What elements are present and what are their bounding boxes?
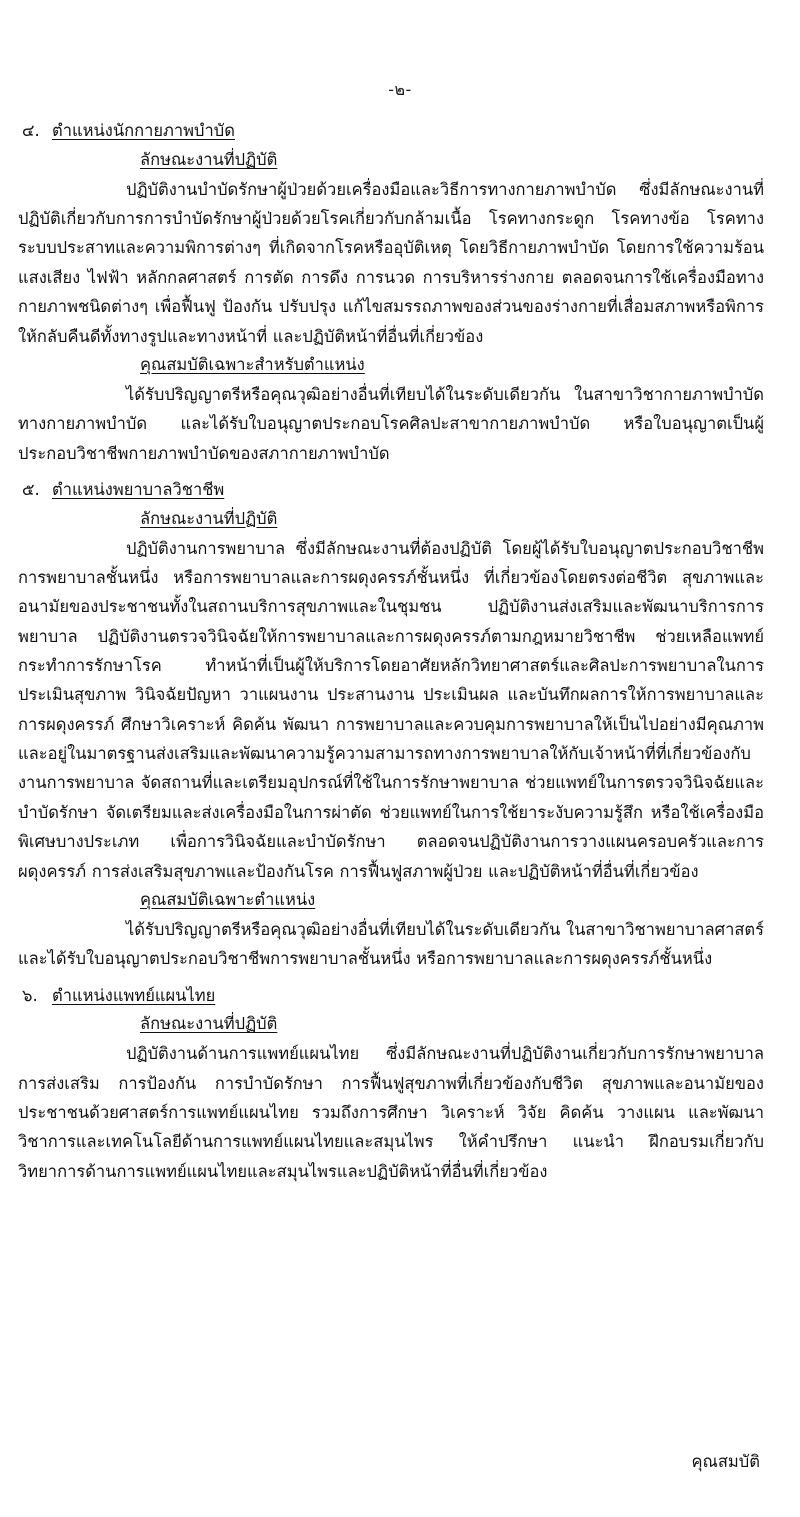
section-5-title: ตำแหน่งพยาบาลวิชาชีพ xyxy=(52,479,225,499)
section-6-title: ตำแหน่งแพทย์แผนไทย xyxy=(52,985,216,1005)
section-4-number: ๔. xyxy=(22,121,40,140)
section-5-heading xyxy=(18,476,764,505)
section-6-duties-paragraph: ปฏิบัติงานด้านการแพทย์แผนไทย ซึ่งมีลักษณะงานที่ปฏิบัติงานเกี่ยวกับการรักษาพยาบาล การส่งเสริม การป้องกัน การบำบัดรักษา การฟื้นฟูสุขภาพที่เกี่ยวข้องกับชีวิต สุขภาพและอนามัยของประชาชนด้วยศาสตร์การแพทย์แผนไทย รวมถึงการศึกษา วิเคราะห์ วิจัย คิดค้น วางแผน และพัฒนาวิชาการและเทคโนโลยีด้านการแพทย์แผนไทยและสมุนไพร ให้คำปรึกษา แนะนำ ฝึกอบรมเกี่ยวกับวิทยาการด้านการแพทย์แผนไทยและสมุนไพรและปฏิบัติหน้าที่อื่นที่เกี่ยวข้อง xyxy=(18,1044,764,1181)
section-4-qualifications-paragraph: ได้รับปริญญาตรีหรือคุณวุฒิอย่างอื่นที่เทียบได้ในระดับเดียวกัน ในสาขาวิชากายภาพบำบัดทางกายภาพบำบัด และได้รับใบอนุญาตประกอบโรคศิลปะสาขากายภาพบำบัด หรือใบอนุญาตเป็นผู้ประกอบวิชาชีพกายภาพบำบัดของสภากายภาพบำบัด xyxy=(18,384,764,463)
page-number: -๒- xyxy=(388,80,412,99)
section-4 xyxy=(18,117,764,468)
section-6-number: ๖. xyxy=(22,985,38,1005)
section-4-subheading-qualifications: คุณสมบัติเฉพาะสำหรับตำแหน่ง xyxy=(140,354,365,374)
section-5-duties-paragraph: ปฏิบัติงานการพยาบาล ซึ่งมีลักษณะงานที่ต้องปฏิบัติ โดยผู้ได้รับใบอนุญาตประกอบวิชาชีพการพยาบาลชั้นหนึ่ง หรือการพยาบาลและการผดุงครรภ์ชั้นหนึ่ง ที่เกี่ยวข้องโดยตรงต่อชีวิต สุขภาพและอนามัยของประชาชนทั้งในสถานบริการสุขภาพและในชุมชน ปฏิบัติงานส่งเสริมและพัฒนาบริการการพยาบาล ปฏิบัติงานตรวจวินิจฉัยให้การพยาบาลและการผดุงครรภ์ตามกฎหมายวิชาชีพ ช่วยเหลือแพทย์กระทำการรักษาโรค ทำหน้าที่เป็นผู้ให้บริการโดยอาศัยหลักวิทยาศาสตร์และศิลปะการพยาบาลในการประเมินสุขภาพ วินิจฉัยปัญหา วาแผนงาน ประสานงาน ประเมินผล และบันทึกผลการให้การพยาบาลและการผดุงครรภ์ ศึกษาวิเคราะห์ คิดค้น พัฒนา การพยาบาลและควบคุมการพยาบาลให้เป็นไปอย่างมีคุณภาพและอยู่ในมาตรฐานส่งเสริมและพัฒนาความรู้ความสามารถทางการพยาบาลให้กับเจ้าหน้าที่ที่เกี่ยวข้องกับงานการพยาบาล จัดสถานที่และเตรียมอุปกรณ์ที่ใช้ในการรักษาพยาบาล ช่วยแพทย์ในการตรวจวินิจฉัยและบำบัดรักษา จัดเตรียมและส่งเครื่องมือในการผ่าตัด ช่วยแพทย์ในการใช้ยาระงับความรู้สึก หรือใช้เครื่องมือพิเศษบางประเภท เพื่อการวินิจฉัยและบำบัดรักษา ตลอดจนปฏิบัติงานการวางแผนครอบครัวและการผดุงครรภ์ การส่งเสริมสุขภาพและป้องกันโรค การฟื้นฟูสภาพผู้ป่วย และปฏิบัติหน้าที่อื่นที่เกี่ยวข้อง xyxy=(18,538,764,881)
section-6 xyxy=(18,982,764,1187)
section-5-number: ๕. xyxy=(22,479,40,499)
document-body xyxy=(0,117,800,1186)
document-page xyxy=(0,78,800,1517)
section-4-subheading-duties: ลักษณะงานที่ปฏิบัติ xyxy=(140,149,278,169)
section-6-heading xyxy=(18,982,764,1011)
section-5 xyxy=(18,476,764,974)
section-5-qualifications-paragraph: ได้รับปริญญาตรีหรือคุณวุฒิอย่างอื่นที่เทียบได้ในระดับเดียวกัน ในสาขาวิชาพยาบาลศาสตร์และได้รับใบอนุญาตประกอบวิชาชีพการพยาบาลชั้นหนึ่ง หรือการพยาบาลและการผดุงครรภ์ชั้นหนึ่ง xyxy=(18,919,764,969)
section-5-subheading-qualifications: คุณสมบัติเฉพาะตำแหน่ง xyxy=(140,889,316,909)
section-4-duties-paragraph: ปฏิบัติงานบำบัดรักษาผู้ป่วยด้วยเครื่องมือและวิธีการทางกายภาพบำบัด ซึ่งมีลักษณะงานที่ปฏิบัติเกี่ยวกับการการบำบัดรักษาผู้ป่วยด้วยโรคเกี่ยวกับกล้ามเนื้อ โรคทางกระดูก โรคทางข้อ โรคทางระบบประสาทและความพิการต่างๆ ที่เกิดจากโรคหรืออุบัติเหตุ โดยวิธีกายภาพบำบัด โดยการใช้ความร้อน แสงเสียง ไฟฟ้า หลักกลศาสตร์ การตัด การดึง การนวด การบริหารร่างกาย ตลอดจนการใช้เครื่องมือทางกายภาพชนิดต่างๆ เพื่อฟื้นฟู ป้องกัน ปรับปรุง แก้ไขสมรรถภาพของส่วนของร่างกายที่เสื่อมสภาพหรือพิการให้กลับคืนดีทั้งทางรูปและทางหน้าที่ และปฏิบัติหน้าที่อื่นที่เกี่ยวข้อง xyxy=(18,179,764,346)
section-6-subheading-duties: ลักษณะงานที่ปฏิบัติ xyxy=(140,1014,278,1034)
footer-catchword: คุณสมบัติ xyxy=(691,1452,760,1471)
section-4-heading xyxy=(18,117,764,146)
section-4-title: ตำแหน่งนักกายภาพบำบัด xyxy=(52,121,235,140)
section-5-subheading-duties: ลักษณะงานที่ปฏิบัติ xyxy=(140,508,278,528)
